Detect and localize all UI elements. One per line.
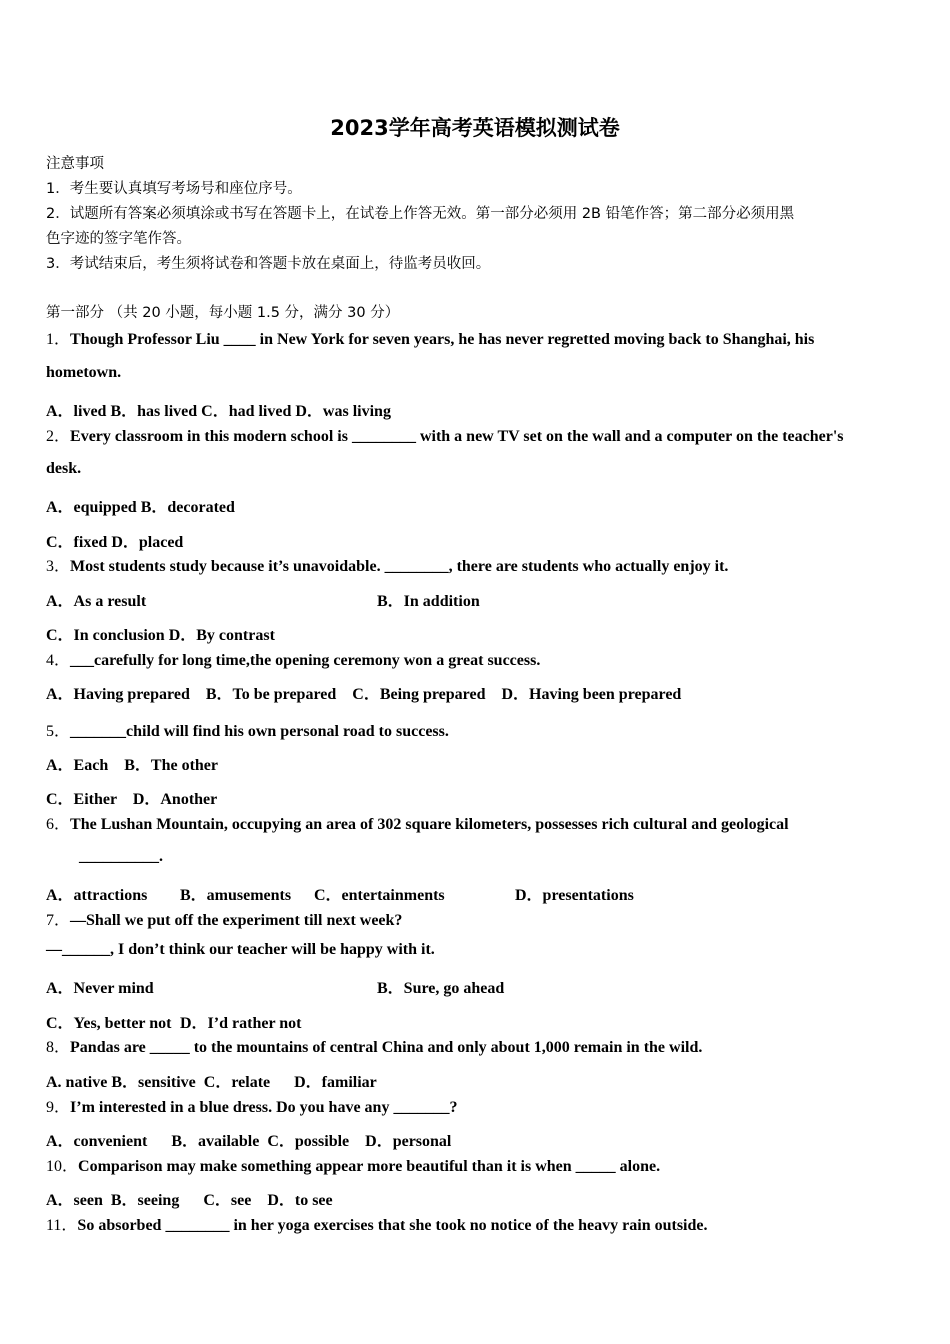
- question-number: 1．: [46, 331, 71, 348]
- question-text: Most students study because it’s unavoidable. ________, there are students who actually enjoy it.: [70, 558, 729, 575]
- notice-item-2-line-1: 2．试题所有答案必须填涂或书写在答题卡上，在试卷上作答无效。第一部分必须用 2B 铅笔作答；第二部分必须用黑: [46, 206, 795, 222]
- question-number: 3．: [46, 558, 71, 575]
- notice-item-3: 3．考试结束后，考生须将试卷和答题卡放在桌面上，待监考员收回。: [46, 256, 491, 272]
- question-9: [46, 1094, 457, 1117]
- question-10-options: A．seen B．seeing C．see D．to see: [46, 1192, 333, 1209]
- question-1-options: A．lived B．has lived C．had lived D．was living: [46, 403, 391, 420]
- question-number: 8．: [46, 1039, 71, 1056]
- question-5-options-row-2: C．Either D．Another: [46, 791, 218, 808]
- question-text: —Shall we put off the experiment till next week?: [70, 912, 403, 929]
- question-number: 9．: [46, 1099, 71, 1116]
- question-text: The Lushan Mountain, occupying an area of 302 square kilometers, possesses rich cultural and geological: [70, 816, 789, 833]
- question-text: Pandas are _____ to the mountains of central China and only about 1,000 remain in the wild.: [70, 1039, 703, 1056]
- exam-title: 2023学年高考英语模拟测试卷: [330, 116, 620, 140]
- question-number: 5．: [46, 723, 71, 740]
- question-text: _______child will find his own personal road to success.: [70, 723, 449, 740]
- question-7: [46, 907, 402, 930]
- question-text: ___carefully for long time,the opening ceremony won a great success.: [70, 652, 541, 669]
- question-6: [46, 811, 789, 834]
- question-2-options-row-2: C．fixed D．placed: [46, 534, 184, 551]
- question-7-reply: —______, I don’t think our teacher will be happy with it.: [46, 941, 435, 958]
- question-7-option-a: A．Never mind: [46, 980, 154, 997]
- question-6-option-d: D．presentations: [515, 887, 634, 904]
- question-6-option-b: B．amusements: [180, 887, 292, 904]
- question-5-options-row-1: A．Each B．The other: [46, 757, 219, 774]
- question-9-options: A．convenient B．available C．possible D．personal: [46, 1133, 452, 1150]
- question-3: [46, 553, 728, 576]
- question-number: 10．: [46, 1158, 79, 1175]
- question-number: 2．: [46, 428, 71, 445]
- question-6-continued: __________.: [79, 848, 163, 865]
- question-6-option-c: C．entertainments: [314, 887, 445, 904]
- question-3-option-b: B．In addition: [377, 593, 480, 610]
- question-number: 7．: [46, 912, 71, 929]
- question-4: [46, 647, 540, 670]
- question-8: [46, 1034, 702, 1057]
- notice-item-2-line-2: 色字迹的签字笔作答。: [46, 231, 191, 247]
- question-6-option-a: A．attractions: [46, 887, 148, 904]
- question-7-option-d: D．I’d rather not: [180, 1015, 302, 1032]
- section-label: 第一部分 （共 20 小题，每小题 1.5 分，满分 30 分）: [46, 305, 400, 321]
- notice-heading: 注意事项: [46, 156, 104, 172]
- question-3-options-row-2: C．In conclusion D．By contrast: [46, 627, 275, 644]
- question-2-continued: desk.: [46, 460, 82, 477]
- question-number: 11．: [46, 1217, 78, 1234]
- question-1-continued: hometown.: [46, 364, 122, 381]
- question-10: [46, 1153, 660, 1176]
- question-text: So absorbed ________ in her yoga exercises that she took no notice of the heavy rain outside.: [77, 1217, 708, 1234]
- question-3-option-a: A．As a result: [46, 593, 147, 610]
- notice-item-1: 1．考生要认真填写考场号和座位序号。: [46, 181, 302, 197]
- question-text: I’m interested in a blue dress. Do you have any _______?: [70, 1099, 458, 1116]
- question-text: Every classroom in this modern school is ________ with a new TV set on the wall and a computer on the teacher's: [70, 428, 844, 445]
- question-2: [46, 423, 844, 446]
- question-1: [46, 326, 814, 349]
- question-text: Comparison may make something appear more beautiful than it is when _____ alone.: [78, 1158, 661, 1175]
- question-number: 6．: [46, 816, 71, 833]
- question-7-option-b: B．Sure, go ahead: [377, 980, 505, 997]
- question-8-options: A. native B．sensitive C．relate D．familiar: [46, 1074, 377, 1091]
- question-4-options: A．Having prepared B．To be prepared C．Being prepared D．Having been prepared: [46, 686, 682, 703]
- question-text: Though Professor Liu ____ in New York for seven years, he has never regretted moving back to Shanghai, his: [70, 331, 815, 348]
- question-11: [46, 1212, 708, 1235]
- question-7-option-c: C．Yes, better not: [46, 1015, 172, 1032]
- question-number: 4．: [46, 652, 71, 669]
- question-5: [46, 718, 449, 741]
- question-2-options-row-1: A．equipped B．decorated: [46, 499, 235, 516]
